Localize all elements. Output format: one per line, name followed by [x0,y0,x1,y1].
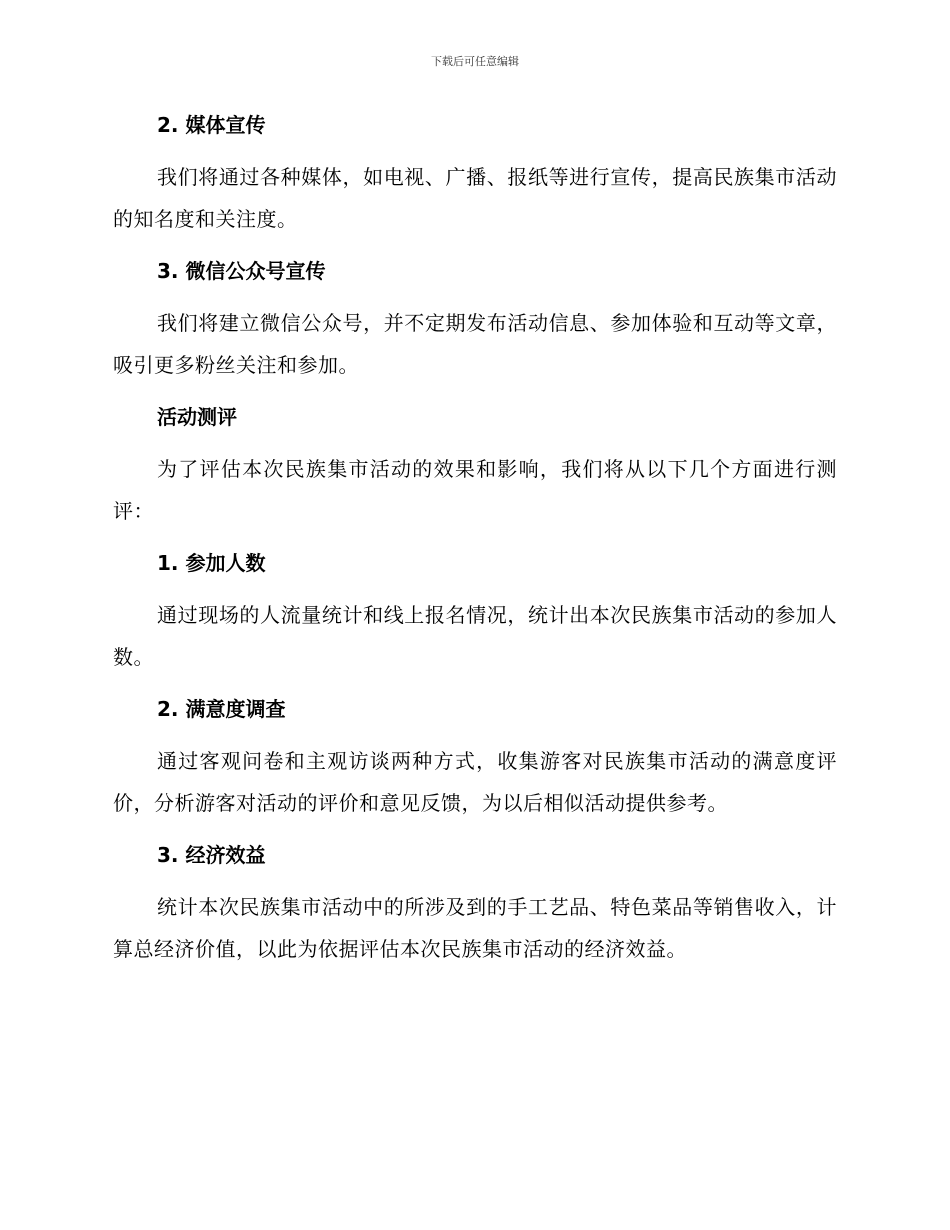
section-paragraph-economic: 统计本次民族集市活动中的所涉及到的手工艺品、特色菜品等销售收入，计算总经济价值，以此为依据评估本次民族集市活动的经济效益。 [113,895,837,961]
section-paragraph-attendance: 通过现场的人流量统计和线上报名情况，统计出本次民族集市活动的参加人数。 [113,603,837,669]
document-body [113,108,837,970]
section-paragraph-evaluation: 为了评估本次民族集市活动的效果和影响，我们将从以下几个方面进行测评： [113,457,837,523]
section-heading-media: 2. 媒体宣传 [157,113,266,137]
section-heading-satisfaction: 2. 满意度调查 [157,697,286,721]
section-heading-wechat: 3. 微信公众号宣传 [157,259,326,283]
section-heading-attendance: 1. 参加人数 [157,551,266,575]
page-header: 下载后可任意编辑 [431,55,519,68]
section-paragraph-media: 我们将通过各种媒体，如电视、广播、报纸等进行宣传，提高民族集市活动的知名度和关注度。 [113,165,837,231]
section-heading-evaluation: 活动测评 [157,405,237,429]
section-heading-economic: 3. 经济效益 [157,843,266,867]
section-paragraph-wechat: 我们将建立微信公众号，并不定期发布活动信息、参加体验和互动等文章，吸引更多粉丝关注和参加。 [113,311,837,377]
section-paragraph-satisfaction: 通过客观问卷和主观访谈两种方式，收集游客对民族集市活动的满意度评价，分析游客对活动的评价和意见反馈，为以后相似活动提供参考。 [113,749,837,815]
